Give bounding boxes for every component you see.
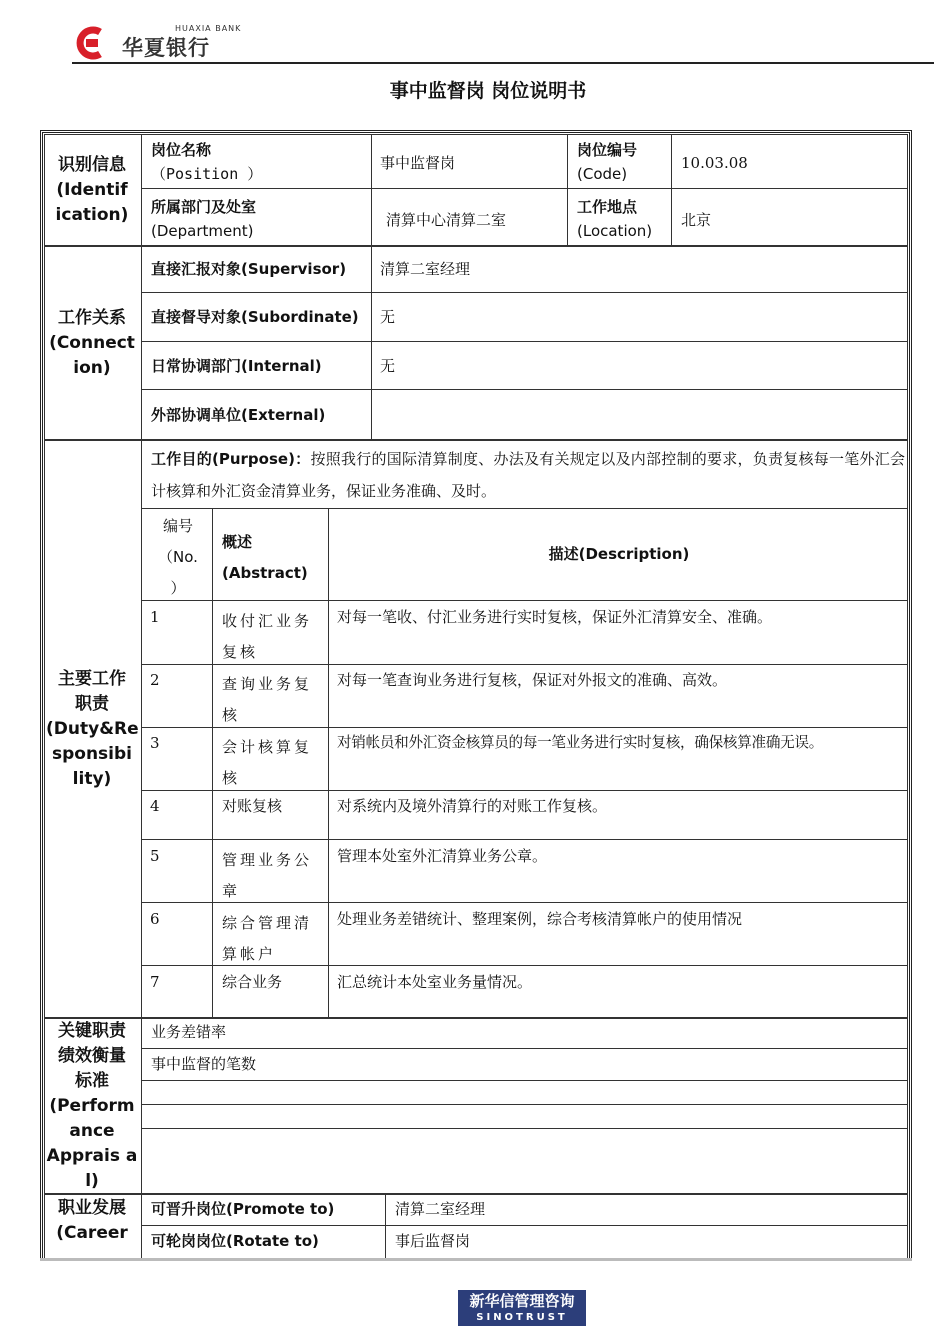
performance-section xyxy=(44,1018,908,1194)
subordinate-label: 直接督导对象(Subordinate) xyxy=(151,308,359,326)
career-label: 职业发展 (Career xyxy=(56,1198,128,1243)
supervisor-value: 清算二室经理 xyxy=(380,260,471,278)
col-desc-header: 描述(Description) xyxy=(548,545,690,563)
code-value: 10.03.08 xyxy=(681,154,748,172)
internal-value: 无 xyxy=(380,357,396,375)
code-label-en: (Code) xyxy=(577,165,628,183)
divider xyxy=(212,508,213,1018)
divider xyxy=(141,292,908,293)
promote-value: 清算二室经理 xyxy=(395,1200,486,1218)
footer-logo-en: SINOTRUST xyxy=(476,1312,568,1323)
bank-name-cn: 华夏银行 xyxy=(122,36,210,60)
position-label-en: （Position ） xyxy=(151,165,263,183)
duty-abstract: 会计核算复核 xyxy=(222,738,313,787)
duty-abstract: 管理业务公章 xyxy=(222,851,313,900)
divider xyxy=(567,134,568,246)
performance-item: 业务差错率 xyxy=(151,1023,227,1041)
location-label: 工作地点 xyxy=(577,198,638,216)
duty-no: 5 xyxy=(150,847,160,865)
divider xyxy=(141,1194,142,1258)
table-shadow xyxy=(40,1258,912,1261)
duty-abstract: 收付汇业务复核 xyxy=(222,612,313,661)
divider xyxy=(141,1104,908,1105)
divider xyxy=(141,246,142,440)
duty-desc: 对每一笔查询业务进行复核，保证对外报文的准确、高效。 xyxy=(337,671,728,689)
promote-label: 可晋升岗位(Promote to) xyxy=(151,1200,335,1218)
bank-name-en: HUAXIA BANK xyxy=(175,24,242,33)
footer-logo-cn: 新华信管理咨询 xyxy=(469,1292,575,1310)
duty-abstract: 综合管理清算帐户 xyxy=(222,914,313,963)
supervisor-label: 直接汇报对象(Supervisor) xyxy=(151,260,347,278)
duty-no: 2 xyxy=(150,671,160,689)
divider xyxy=(141,1048,908,1049)
duty-desc: 对每一笔收、付汇业务进行实时复核，保证外汇清算安全、准确。 xyxy=(337,608,773,626)
duty-abstract: 综合业务 xyxy=(222,973,283,991)
divider xyxy=(141,600,908,601)
duty-desc: 管理本处室外汇清算业务公章。 xyxy=(337,847,548,865)
dept-value: 清算中心清算二室 xyxy=(386,211,507,229)
duty-no: 4 xyxy=(150,797,160,815)
divider xyxy=(328,600,329,1018)
code-label: 岗位编号 xyxy=(577,141,638,159)
duty-no: 7 xyxy=(150,973,160,991)
divider xyxy=(141,188,908,189)
purpose-body: 按照我行的国际清算制度、办法及有关规定以及内部控制的要求，负责复核每一笔外汇会计核算和外汇资金清算业务，保证业务准确、及时。 xyxy=(151,450,905,500)
bank-logo-icon xyxy=(72,26,112,60)
divider xyxy=(141,1018,142,1194)
position-label: 岗位名称 xyxy=(151,141,212,159)
purpose-text xyxy=(151,443,905,507)
header-divider xyxy=(72,62,934,64)
duty-desc: 处理业务差错统计、整理案例，综合考核清算帐户的使用情况 xyxy=(337,910,743,928)
divider xyxy=(141,508,908,509)
duty-no: 6 xyxy=(150,910,160,928)
divider xyxy=(141,1080,908,1081)
col-no-header: 编号 （No. ） xyxy=(158,517,198,597)
document-title: 事中监督岗 岗位说明书 xyxy=(389,80,587,102)
duty-no: 1 xyxy=(150,608,160,626)
divider xyxy=(371,246,372,440)
duty-abstract: 对账复核 xyxy=(222,797,283,815)
divider xyxy=(385,1194,386,1258)
duty-desc: 对系统内及境外清算行的对账工作复核。 xyxy=(337,797,608,815)
divider xyxy=(671,134,672,246)
dept-label-en: (Department) xyxy=(151,222,254,240)
identification-label: 识别信息 (Identif ication) xyxy=(55,155,129,225)
rotate-value: 事后监督岗 xyxy=(395,1232,471,1250)
location-value: 北京 xyxy=(681,211,712,229)
performance-item: 事中监督的笔数 xyxy=(151,1055,257,1073)
subordinate-value: 无 xyxy=(380,308,396,326)
divider xyxy=(141,341,908,342)
divider xyxy=(371,134,372,246)
divider xyxy=(141,440,142,1018)
divider xyxy=(141,1225,908,1226)
divider xyxy=(141,1128,908,1129)
external-label: 外部协调单位(External) xyxy=(151,406,326,424)
location-label-en: (Location) xyxy=(577,222,653,240)
divider xyxy=(141,839,908,840)
duty-abstract: 查询业务复核 xyxy=(222,675,313,724)
performance-label: 关键职责 绩效衡量 标准 (Perform ance Apprais a l) xyxy=(46,1021,138,1191)
divider xyxy=(328,508,329,600)
connection-label: 工作关系 (Connect ion) xyxy=(49,308,135,378)
rotate-label: 可轮岗岗位(Rotate to) xyxy=(151,1232,319,1250)
duty-desc: 汇总统计本处室业务量情况。 xyxy=(337,973,533,991)
footer-logo xyxy=(458,1290,586,1326)
position-value: 事中监督岗 xyxy=(380,154,456,172)
purpose-label: 工作目的(Purpose)： xyxy=(151,450,311,468)
internal-label: 日常协调部门(Internal) xyxy=(151,357,322,375)
duty-label: 主要工作 职责 (Duty&Re sponsibi lity) xyxy=(46,669,139,789)
duty-desc: 对销帐员和外汇资金核算员的每一笔业务进行实时复核，确保核算准确无误。 xyxy=(337,734,823,751)
divider xyxy=(141,389,908,390)
divider xyxy=(141,134,142,246)
duty-no: 3 xyxy=(150,734,160,752)
dept-label: 所属部门及处室 xyxy=(151,198,257,216)
page-header xyxy=(0,0,950,70)
col-abstract-header: 概述 (Abstract) xyxy=(222,533,308,582)
